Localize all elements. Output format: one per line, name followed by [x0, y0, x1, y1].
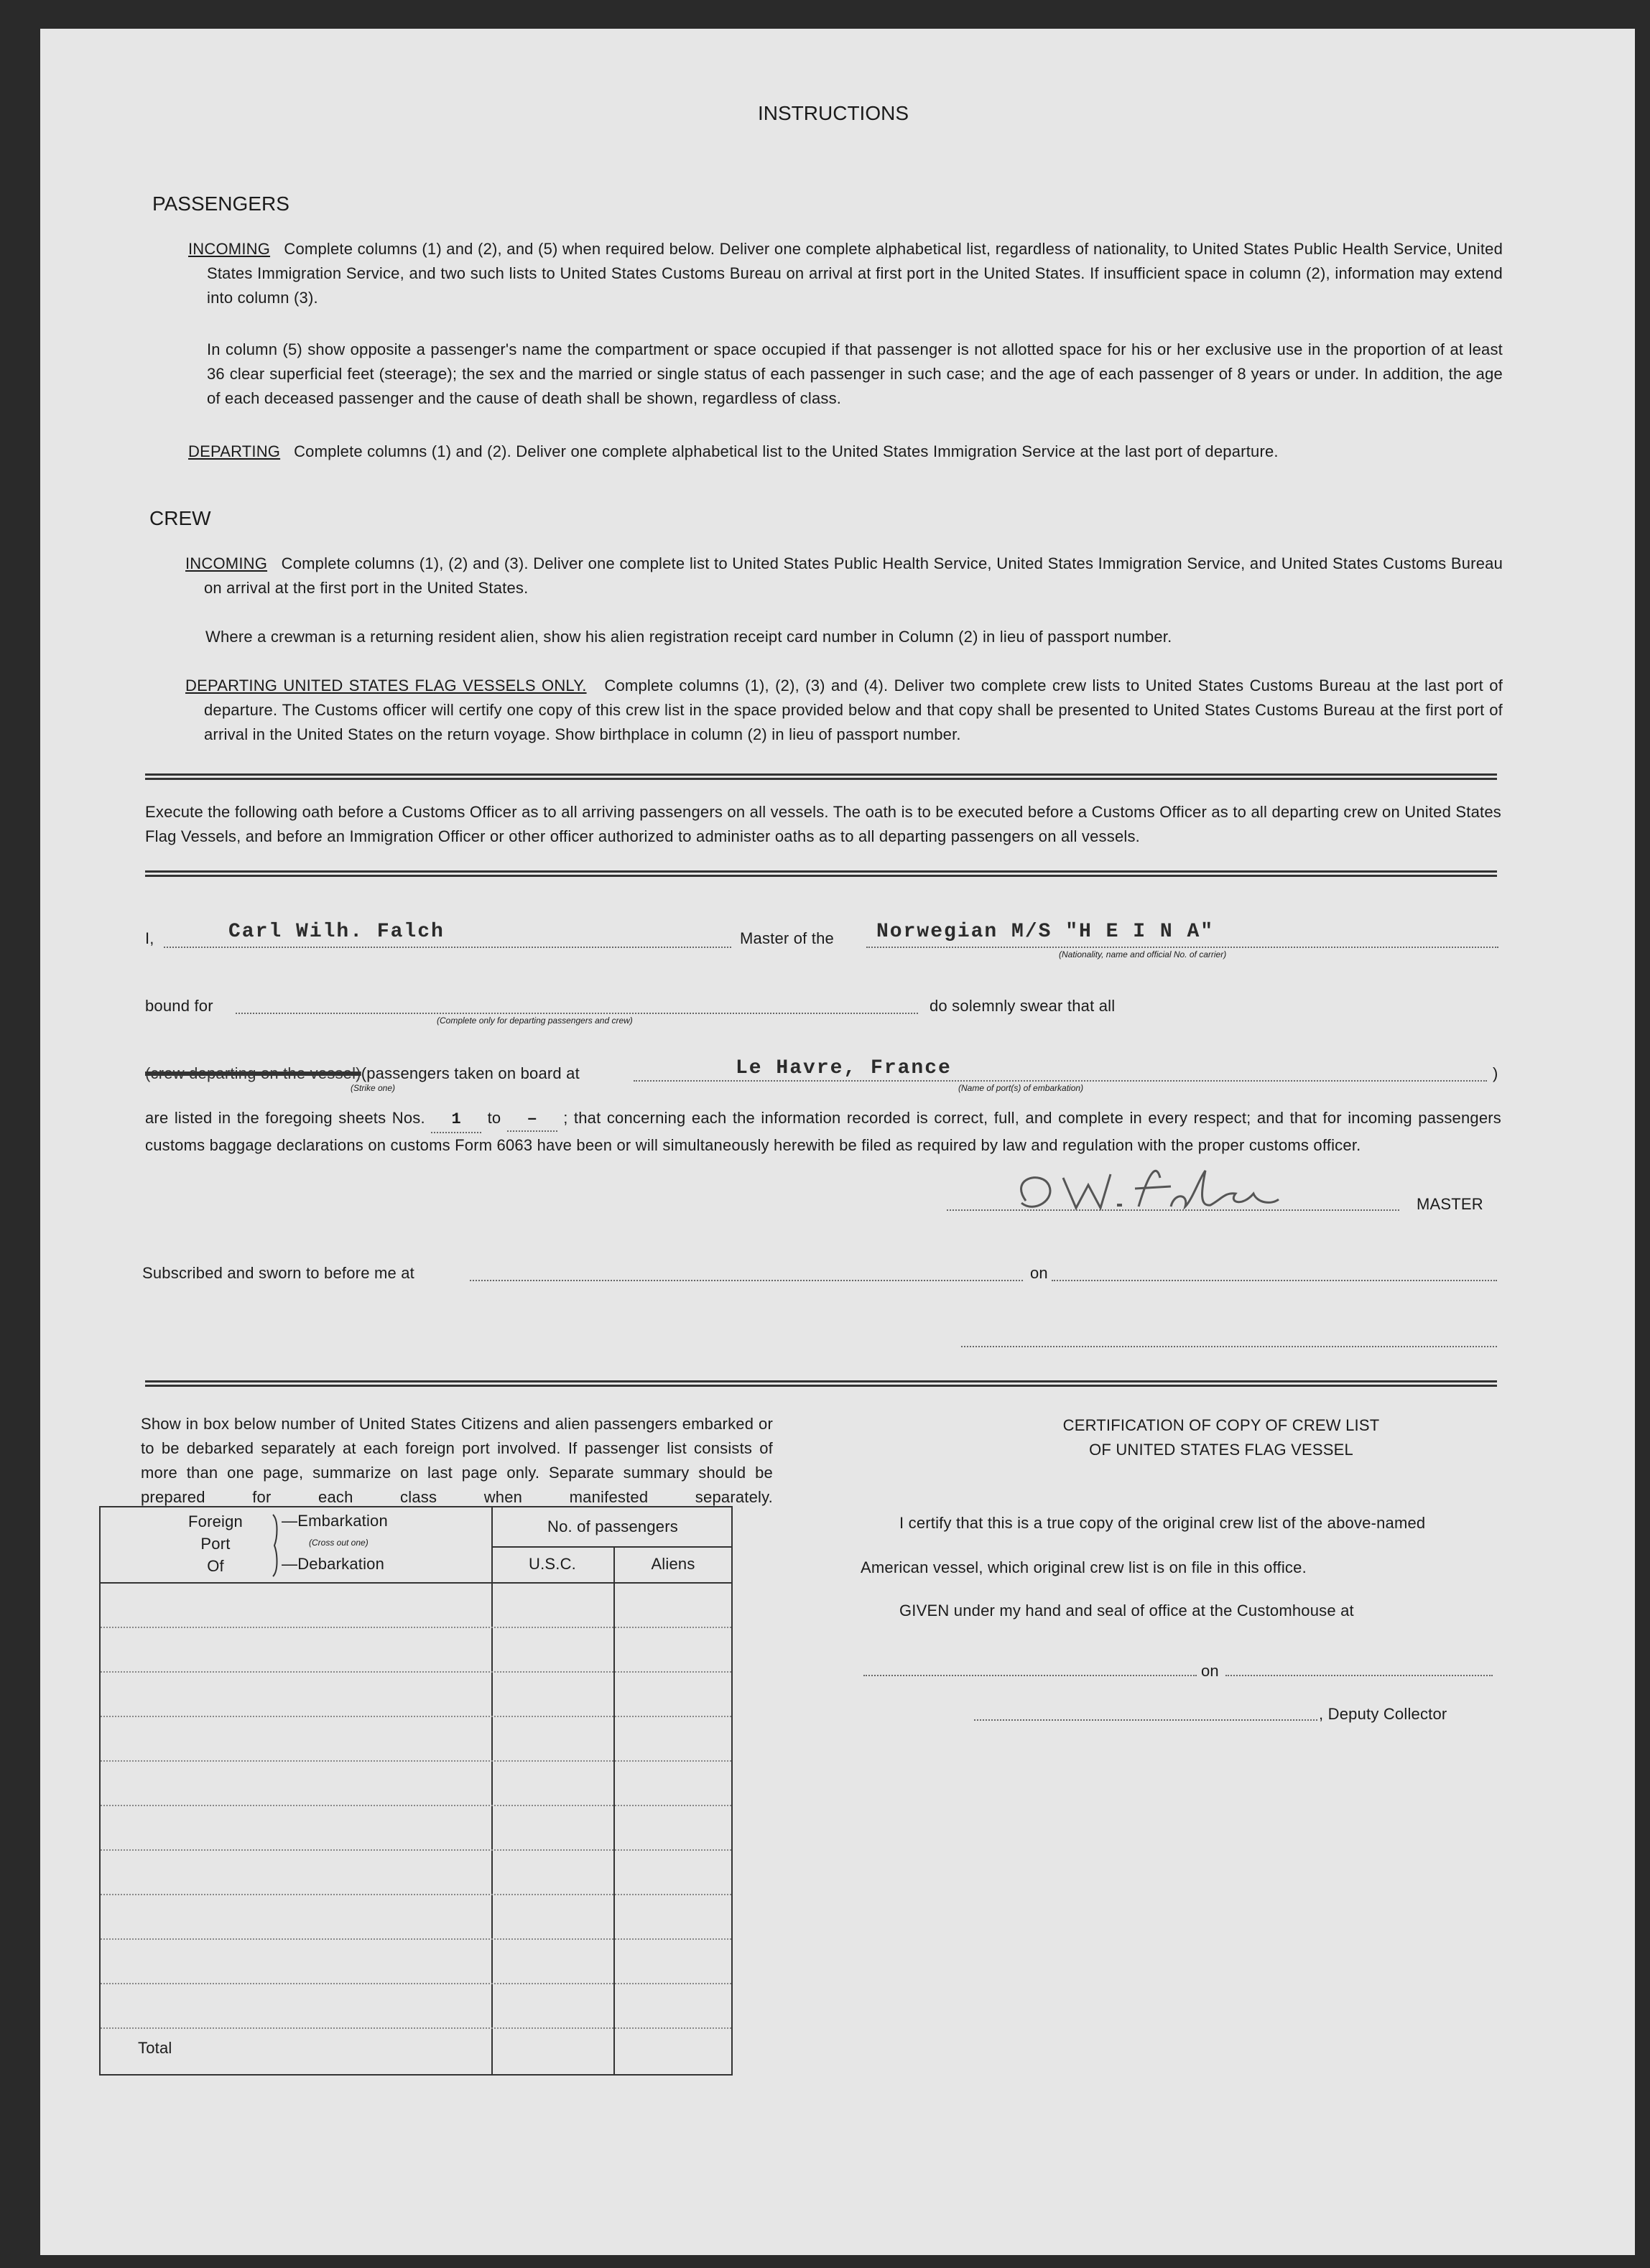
passengers-column5-paragraph: In column (5) show opposite a passenger's name the compartment or space occupied if that passenger is not allotted space for his or her exclusive use in the proportion of at least 36 clear superficial feet (steerage); the sex and the married or single status of each passenger in such case; and the age of each passenger of 8 years or under. In addition, the age of each deceased passenger and the cause of death shall be shown, regardless of class. [207, 340, 1503, 407]
bound-for-label: bound for [145, 997, 213, 1015]
passengers-heading: PASSENGERS [152, 192, 289, 215]
certification-line2: American vessel, which original crew list is on file in this office. [861, 1558, 1307, 1576]
subscribed-place-line [470, 1280, 1023, 1281]
struck-crew-option: (crew departing on the vessel) [145, 1064, 361, 1082]
divider [145, 773, 1497, 780]
debarkation-label: —Debarkation [282, 1555, 385, 1573]
table-header-divider [491, 1546, 731, 1548]
passengers-incoming-paragraph [188, 237, 1503, 310]
table-row-line [101, 1716, 731, 1717]
page-title: INSTRUCTIONS [758, 102, 909, 124]
crew-departing-paragraph [185, 674, 1503, 747]
listed-text: ; that concerning each the information recorded is correct, full, and complete in every respect; and that for incoming passengers customs baggage declarations on customs Form 6063 have been or will simultaneously herewith be filed as required by law and regulation with the proper customs officer. [145, 1109, 1502, 1154]
port-line [634, 1080, 1487, 1082]
passengers-departing-paragraph [188, 440, 1503, 464]
crew-heading: CREW [149, 507, 211, 529]
table-row-line [101, 2027, 731, 2029]
subscribed-date-line [1052, 1280, 1497, 1281]
port-caption: (Name of port(s) of embarkation) [958, 1083, 1084, 1093]
swear-label: do solemnly swear that all [930, 997, 1116, 1015]
master-name-line [164, 947, 731, 948]
table-row-line [101, 1983, 731, 1984]
table-row-line [101, 1894, 731, 1895]
crew-incoming-label: INCOMING [185, 554, 268, 572]
total-label: Total [138, 2039, 172, 2057]
close-paren: ) [1493, 1064, 1498, 1082]
master-name: Carl Wilh. Falch [228, 921, 445, 943]
summary-instructions: Show in box below number of United States Citizens and alien passengers embarked or to be debarked separately at each foreign port involved. If passenger list consists of more than one page, summarize on last page only. Separate summary should be prepared for each class when manifested separately. [141, 1415, 773, 1506]
aliens-header: Aliens [651, 1555, 695, 1573]
divider [145, 870, 1497, 877]
listed-label: are listed in the foregoing sheets Nos. [145, 1109, 425, 1127]
table-column-divider [491, 1507, 493, 2074]
passengers-departing-text: Complete columns (1) and (2). Deliver one complete alphabetical list to the United States Immigration Service at the last port of departure. [294, 442, 1279, 460]
oath-i-label: I, [145, 929, 154, 947]
no-passengers-header: No. of passengers [547, 1518, 678, 1535]
table-column-divider [613, 1546, 615, 2074]
vessel-name: Norwegian M/S "H E I N A" [876, 921, 1215, 943]
embarkation-port: Le Havre, France [736, 1057, 952, 1079]
subscribed-label: Subscribed and sworn to before me at [142, 1264, 414, 1282]
master-signature [941, 1149, 1401, 1228]
master-of-label: Master of the [740, 929, 834, 947]
officer-signature-line [961, 1346, 1497, 1347]
crew-departing-text: Complete columns (1), (2), (3) and (4). Deliver two complete crew lists to United States Customs Bureau at the last port of departure. The Customs officer will certify one copy of this crew list in the space provided below and that copy shall be presented to United States Customs Bureau at the first port of arrival in the United States on the return voyage. Show birthplace in column (2) in lieu of passport number. [204, 677, 1503, 743]
strike-caption: (Strike one) [351, 1083, 396, 1093]
passenger-summary-table [99, 1506, 733, 2076]
sheet-from: 1 [431, 1107, 481, 1133]
certification-title-line2: OF UNITED STATES FLAG VESSEL [1089, 1441, 1353, 1459]
passengers-option: (passengers taken on board at [361, 1064, 580, 1082]
table-row-line [101, 1671, 731, 1673]
passengers-departing-label: DEPARTING [188, 442, 281, 460]
crew-incoming-text: Complete columns (1), (2) and (3). Deliver one complete list to United States Public Health Service, United States Immigration Service, and United States Customs Bureau on arrival at the first port in the United States. [204, 554, 1503, 597]
customhouse-line [863, 1675, 1197, 1676]
deputy-collector-line [974, 1719, 1317, 1721]
deputy-collector-label: , Deputy Collector [1319, 1705, 1447, 1723]
certification-line1: I certify that this is a true copy of the original crew list of the above-named [899, 1514, 1426, 1532]
table-row-line [101, 1760, 731, 1762]
table-row-line [101, 1805, 731, 1806]
master-signature-line [947, 1209, 1399, 1211]
vessel-line [866, 947, 1498, 948]
crew-passengers-choice [145, 1061, 580, 1086]
bound-for-caption: (Complete only for departing passengers and crew) [437, 1016, 633, 1026]
certification-title-line1: CERTIFICATION OF COPY OF CREW LIST [1062, 1416, 1380, 1434]
certification-line3: GIVEN under my hand and seal of office at the Customhouse at [899, 1602, 1354, 1619]
bound-for-line [236, 1013, 918, 1014]
crew-departing-label: DEPARTING UNITED STATES FLAG VESSELS ONLY. [185, 677, 587, 694]
sheet-to: – [507, 1106, 557, 1132]
usc-header: U.S.C. [529, 1555, 576, 1573]
certification-on-label: on [1201, 1662, 1219, 1680]
crew-incoming-paragraph [185, 552, 1503, 600]
bracket [270, 1513, 282, 1578]
table-row-line [101, 1938, 731, 1940]
cross-out-caption: (Cross out one) [309, 1538, 369, 1548]
table-row-line [101, 1849, 731, 1851]
to-label: to [487, 1109, 501, 1127]
crew-resident-paragraph: Where a crewman is a returning resident alien, show his alien registration receipt card number in Column (2) in lieu of passport number. [205, 628, 1172, 646]
table-header-bottom [101, 1582, 731, 1584]
oath-intro: Execute the following oath before a Customs Officer as to all arriving passengers on all vessels. The oath is to be executed before a Customs Officer as to all departing crew on United States Flag Vessels, and before an Immigration Officer or other officer authorized to administer oaths as to all departing passengers on all vessels. [145, 803, 1501, 845]
passengers-incoming-text: Complete columns (1) and (2), and (5) when required below. Deliver one complete alphabetical list, regardless of nationality, to United States Public Health Service, United States Immigration Service, and two such lists to United States Customs Bureau on arrival at first port in the United States. If insufficient space in column (2), information may extend into column (3). [207, 240, 1503, 307]
certification-title [848, 1413, 1595, 1462]
certification-date-line [1225, 1675, 1493, 1676]
vessel-caption: (Nationality, name and official No. of carrier) [1059, 949, 1227, 959]
master-label: MASTER [1417, 1195, 1483, 1213]
table-row-line [101, 1627, 731, 1628]
divider [145, 1380, 1497, 1387]
subscribed-on-label: on [1030, 1264, 1048, 1282]
passengers-incoming-label: INCOMING [188, 240, 271, 258]
foreign-port-of-label: Foreign Port Of [188, 1512, 243, 1575]
embarkation-label: —Embarkation [282, 1512, 388, 1530]
